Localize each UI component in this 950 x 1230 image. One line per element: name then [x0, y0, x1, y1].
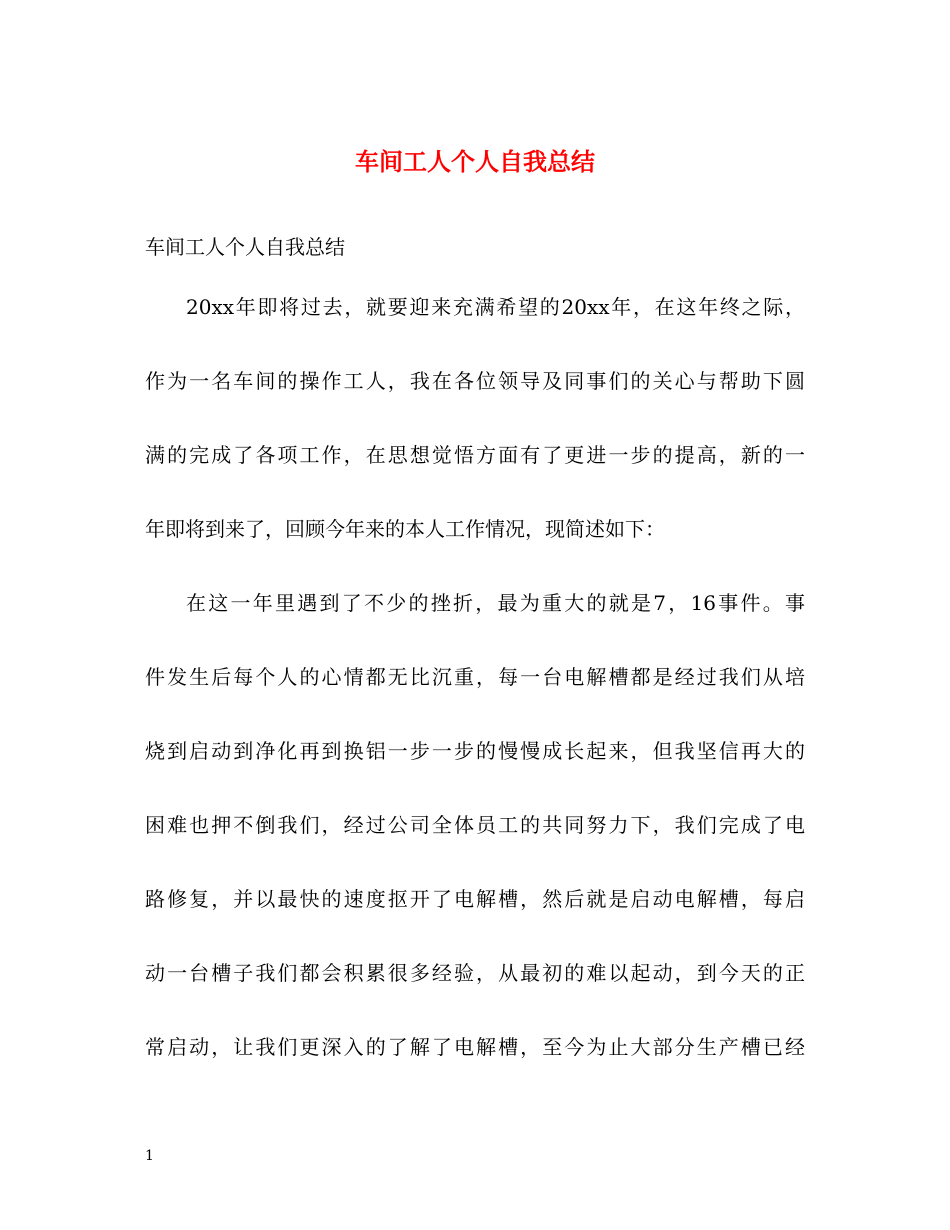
body-line: 路修复，并以最快的速度抠开了电解槽，然后就是启动电解槽，每启 — [145, 887, 805, 911]
body-line: 困难也押不倒我们，经过公司全体员工的共同努力下，我们完成了电 — [145, 813, 805, 837]
body-line: 常启动，让我们更深入的了解了电解槽，至今为止大部分生产槽已经 — [145, 1035, 805, 1059]
body-line: 满的完成了各项工作，在思想觉悟方面有了更进一步的提高，新的一 — [145, 443, 805, 467]
document-title: 车间工人个人自我总结 — [355, 147, 595, 176]
body-line: 动一台槽子我们都会积累很多经验，从最初的难以起动，到今天的正 — [145, 961, 805, 985]
body-line: 作为一名车间的操作工人，我在各位领导及同事们的关心与帮助下圆 — [145, 369, 805, 393]
document-subtitle: 车间工人个人自我总结 — [145, 235, 345, 259]
page-number: 1 — [145, 1148, 154, 1164]
body-line: 在这一年里遇到了不少的挫折，最为重大的就是7，16事件。事 — [186, 591, 805, 615]
body-line: 烧到启动到净化再到换铝一步一步的慢慢成长起来，但我坚信再大的 — [145, 739, 805, 763]
body-line: 年即将到来了，回顾今年来的本人工作情况，现简述如下： — [145, 517, 665, 541]
body-line: 件发生后每个人的心情都无比沉重，每一台电解槽都是经过我们从培 — [145, 665, 805, 689]
body-line: 20xx年即将过去，就要迎来充满希望的20xx年，在这年终之际， — [186, 295, 805, 319]
